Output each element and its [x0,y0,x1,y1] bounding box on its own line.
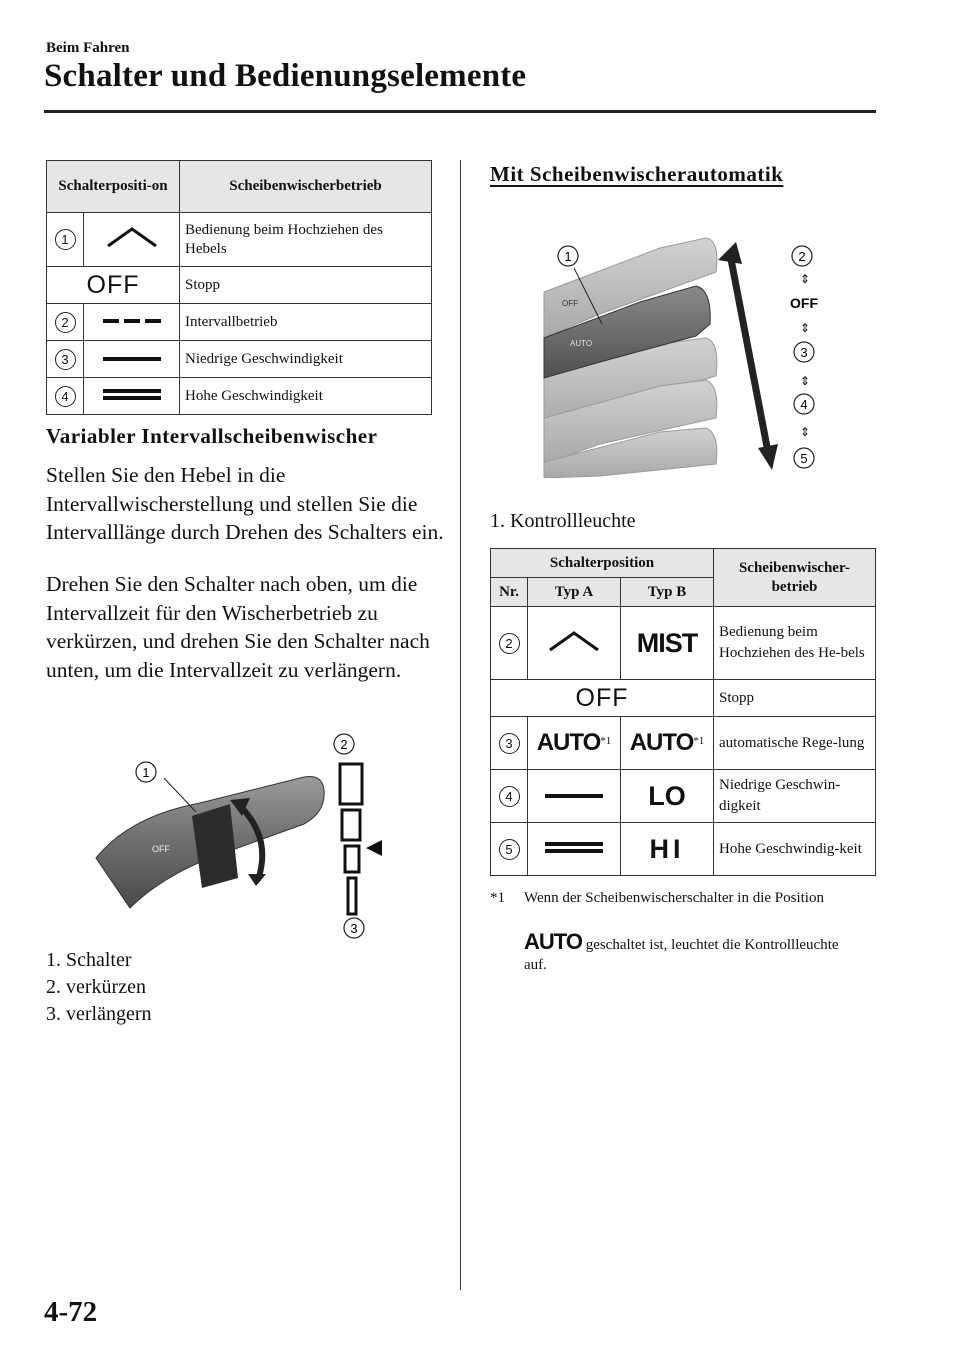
lever-off-label: OFF [562,299,578,308]
row-text: Stopp [714,680,876,717]
off-position-label: OFF [790,295,818,311]
double-line-icon [543,840,605,854]
callout-1: 1 [564,249,572,264]
table-row [47,213,432,267]
table-row [47,267,432,304]
row-number: 2 [55,312,76,333]
section-heading-variable-interval: Variabler Intervallscheibenwischer [46,424,378,448]
row-number: 2 [499,633,520,654]
auto-label: AUTO [629,729,694,756]
interval-switch-figure [90,728,400,942]
svg-text:⇕: ⇕ [799,321,811,335]
lo-label: LO [648,780,686,811]
row-text: Bedienung beim Hochziehen des Hebels [180,213,432,267]
caption-1: 1. Schalter [46,949,132,971]
row-text: Bedienung beim Hochziehen des He-bels [714,607,876,680]
mist-caret-icon [102,225,162,249]
row-number: 1 [55,229,76,250]
lever-off-label: OFF [152,844,170,854]
section-heading-auto-wiper: Mit Scheibenwischerautomatik [490,162,784,186]
interval-bar-short [348,878,356,914]
row-text: Niedrige Geschwin-digkeit [714,770,876,823]
table-row [491,607,876,680]
single-line-icon [103,357,161,361]
callout-3: 3 [350,921,358,936]
footnote-ref: *1 [693,735,705,747]
callout-3: 3 [800,345,808,360]
callout-5: 5 [800,451,808,466]
auto-label: AUTO [536,729,601,756]
svg-text:⇕: ⇕ [799,374,811,388]
row-text: Hohe Geschwindig-keit [714,823,876,876]
caption-3: 3. verlängern [46,1003,152,1025]
table-row [47,304,432,341]
mist-label: MIST [636,627,698,658]
footnote-line1: Wenn der Scheibenwischerschalter in die Position [524,890,824,906]
title-rule [44,110,876,113]
single-line-icon [545,794,603,798]
section-kicker: Beim Fahren [46,40,130,56]
row-number: 5 [499,839,520,860]
table-row [47,378,432,415]
auto-wiper-figure [540,228,840,478]
col-header-operation: Scheibenwischerbetrieb [180,161,432,213]
col-header-typ-a: Typ A [528,578,621,607]
caption-kontrollleuchte: 1. Kontrollleuchte [490,510,636,532]
row-text: Stopp [180,267,432,304]
range-arrow [730,254,768,452]
row-number: 3 [55,349,76,370]
callout-1: 1 [142,765,150,780]
table-row [47,341,432,378]
row-text: Intervallbetrieb [180,304,432,341]
footnote-auto-symbol: AUTO [524,929,582,954]
column-divider [460,160,461,1290]
row-number: 4 [499,786,520,807]
svg-text:⇕: ⇕ [799,272,811,286]
page-title: Schalter und Bedienungselemente [44,58,527,94]
caption-2: 2. verkürzen [46,976,146,998]
col-header-position: Schalterpositi-on [47,161,180,213]
row-text: Hohe Geschwindigkeit [180,378,432,415]
row-text: Niedrige Geschwindigkeit [180,341,432,378]
rotary-switch [192,804,238,888]
callout-2: 2 [798,249,806,264]
table-row [491,770,876,823]
dashed-line-icon [101,316,163,326]
table-row [491,717,876,770]
mist-caret-icon [544,629,604,653]
off-label: OFF [575,683,629,712]
page-number: 4-72 [44,1296,98,1328]
paragraph-1: Stellen Sie den Hebel in die Intervallwischerstellung und stellen Sie die Intervalllänge durch Drehen des Schalters ein. [46,463,444,544]
footnote-text: geschaltet ist, leuchtet die Kontrollleuchte auf. [524,937,839,973]
col-header-position: Schalterposition [491,549,714,578]
svg-text:⇕: ⇕ [799,425,811,439]
col-header-typ-b: Typ B [621,578,714,607]
col-header-operation: Scheibenwischer-betrieb [714,549,876,607]
table-row [491,680,876,717]
footnote-marker: *1 [490,890,505,906]
lever-auto-label: AUTO [570,339,593,348]
hi-label: HI [649,833,685,864]
position-pointer [366,840,382,856]
row-text: automatische Rege-lung [714,717,876,770]
auto-switch-position-table [490,548,876,876]
paragraph-2: Drehen Sie den Schalter nach oben, um die Intervallzeit für den Wischerbetrieb zu verkürzen, und drehen Sie den Schalter nach unten, um die Intervallzeit zu verlängern. [46,572,430,682]
callout-2: 2 [340,737,348,752]
row-number: 4 [55,386,76,407]
table-row [491,823,876,876]
switch-position-table [46,160,432,415]
callout-4: 4 [800,397,808,412]
double-line-icon [101,387,163,401]
interval-bar-long [340,764,362,804]
footnote-line2 [524,929,864,975]
footnote-ref: *1 [600,735,612,747]
col-header-nr: Nr. [491,578,528,607]
row-number: 3 [499,733,520,754]
off-label: OFF [86,270,140,299]
